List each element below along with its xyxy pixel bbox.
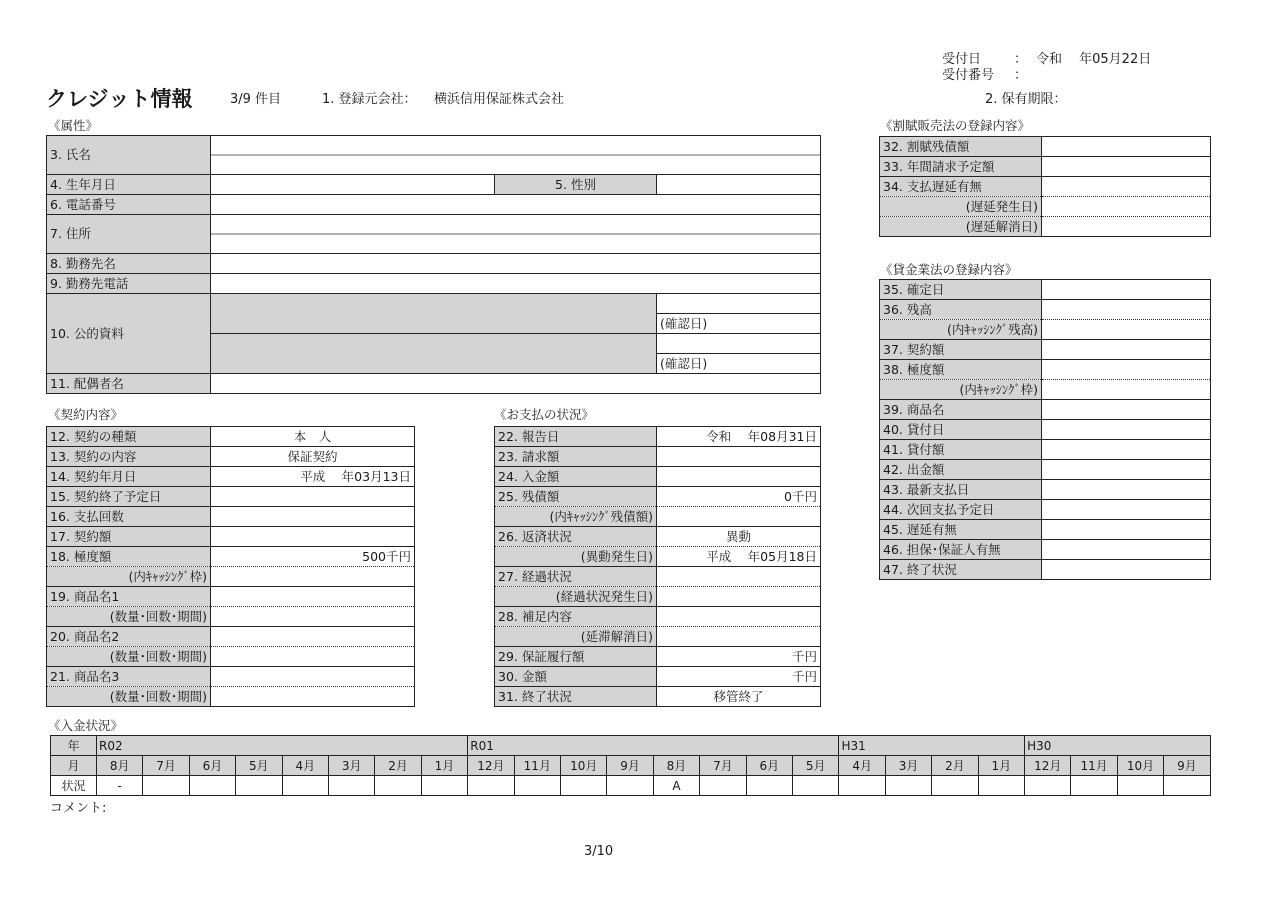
- row-value: [211, 667, 415, 687]
- form-row: [47, 527, 415, 547]
- attr-phone-value: [211, 195, 821, 215]
- row-label: 30. 金額: [495, 667, 657, 687]
- attr-public-record-2-value: [657, 334, 821, 354]
- row-label: 43. 最新支払日: [880, 480, 1042, 500]
- row-value: [211, 487, 415, 507]
- row-value: [1042, 320, 1211, 340]
- form-row: [47, 607, 415, 627]
- row-label: 18. 極度額: [47, 547, 211, 567]
- form-row: [47, 587, 415, 607]
- form-row: [880, 300, 1211, 320]
- attr-row-name: [47, 136, 821, 175]
- deposit-month-cell: 11月: [1071, 756, 1117, 776]
- attr-name-label: 3. 氏名: [47, 136, 211, 175]
- deposit-status-cell: -: [97, 776, 143, 796]
- attr-public-label: 10. 公的資料: [47, 294, 211, 374]
- row-value: [1042, 197, 1211, 217]
- form-row: [495, 547, 821, 567]
- deposit-status-row: [51, 776, 1211, 796]
- form-row: [880, 500, 1211, 520]
- deposit-year-cell: H30: [1025, 736, 1211, 756]
- row-value: 平成 年05月18日: [657, 547, 821, 567]
- footer-page-number: 3/10: [584, 844, 614, 859]
- deposit-month-label: 月: [51, 756, 97, 776]
- row-value: [211, 627, 415, 647]
- page-title: クレジット情報: [46, 87, 193, 111]
- row-label: 23. 請求額: [495, 447, 657, 467]
- row-value: 0千円: [657, 487, 821, 507]
- row-label: 38. 極度額: [880, 360, 1042, 380]
- deposit-month-cell: 7月: [700, 756, 746, 776]
- deposit-status-cell: [1071, 776, 1117, 796]
- row-value: [1042, 540, 1211, 560]
- deposit-status-cell: [328, 776, 374, 796]
- deposit-status-cell: [792, 776, 839, 796]
- form-row: [880, 280, 1211, 300]
- registrar-label: 1. 登録元会社：: [322, 92, 417, 107]
- payment-section-title: 《お支払の状況》: [494, 407, 595, 422]
- row-value: [211, 687, 415, 707]
- attr-spouse-value: [211, 374, 821, 394]
- row-value: [1042, 560, 1211, 580]
- row-label: 14. 契約年月日: [47, 467, 211, 487]
- deposit-month-cell: 8月: [653, 756, 699, 776]
- row-value: [211, 647, 415, 667]
- attr-public-record-2: [211, 334, 657, 374]
- row-label: 42. 出金額: [880, 460, 1042, 480]
- deposit-month-cell: 10月: [561, 756, 607, 776]
- row-label: 33. 年間請求予定額: [880, 157, 1042, 177]
- row-label: 24. 入金額: [495, 467, 657, 487]
- attr-row-employer-phone: [47, 274, 821, 294]
- moneylending-section-title: 《貸金業法の登録内容》: [880, 262, 1018, 277]
- attr-address-value: [211, 215, 821, 254]
- attr-birth-value: [211, 175, 495, 195]
- deposit-month-cell: 6月: [189, 756, 235, 776]
- row-value: [1042, 217, 1211, 237]
- row-value: [657, 447, 821, 467]
- row-value: [1042, 280, 1211, 300]
- row-label: (内ｷｬｯｼﾝｸﾞ残高): [880, 320, 1042, 340]
- row-label: 20. 商品名2: [47, 627, 211, 647]
- row-value: [1042, 177, 1211, 197]
- row-label: (異動発生日): [495, 547, 657, 567]
- form-row: [495, 507, 821, 527]
- attr-address-label: 7. 住所: [47, 215, 211, 254]
- form-row: [880, 540, 1211, 560]
- form-row: [495, 467, 821, 487]
- form-row: [47, 567, 415, 587]
- row-label: (遅延解消日): [880, 217, 1042, 237]
- attr-employer-phone-label: 9. 勤務先電話: [47, 274, 211, 294]
- attr-employer-phone-value: [211, 274, 821, 294]
- deposit-month-cell: 4月: [282, 756, 328, 776]
- form-row: [495, 427, 821, 447]
- retention-label: 2. 保有期限：: [985, 92, 1067, 107]
- row-value: [211, 587, 415, 607]
- form-row: [880, 420, 1211, 440]
- deposit-month-cell: 11月: [514, 756, 560, 776]
- row-value: [1042, 420, 1211, 440]
- row-label: 12. 契約の種類: [47, 427, 211, 447]
- form-row: [880, 197, 1211, 217]
- form-row: [495, 647, 821, 667]
- row-value: 令和 年08月31日: [657, 427, 821, 447]
- attr-row-public-1: [47, 294, 821, 314]
- deposit-year-cell: H31: [839, 736, 1025, 756]
- deposit-month-cell: 7月: [143, 756, 189, 776]
- attr-row-birth: [47, 175, 821, 195]
- row-value: 千円: [657, 647, 821, 667]
- attr-row-phone: [47, 195, 821, 215]
- row-value: [1042, 157, 1211, 177]
- form-row: [880, 217, 1211, 237]
- deposit-year-cell: R02: [97, 736, 468, 756]
- row-label: 22. 報告日: [495, 427, 657, 447]
- form-row: [880, 480, 1211, 500]
- deposit-status-cell: [885, 776, 931, 796]
- row-value: [211, 607, 415, 627]
- row-value: [1042, 300, 1211, 320]
- form-row: [47, 627, 415, 647]
- attr-employer-label: 8. 勤務先名: [47, 254, 211, 274]
- attr-phone-label: 6. 電話番号: [47, 195, 211, 215]
- form-row: [495, 687, 821, 707]
- form-row: [47, 427, 415, 447]
- deposit-status-cell: A: [653, 776, 699, 796]
- deposit-status-cell: [236, 776, 282, 796]
- row-value: [1042, 460, 1211, 480]
- row-value: [1042, 137, 1211, 157]
- comment-label: コメント:: [50, 801, 107, 816]
- attributes-table: [46, 135, 821, 394]
- form-row: [880, 157, 1211, 177]
- deposit-month-cell: 2月: [375, 756, 421, 776]
- row-label: (数量･回数･期間): [47, 647, 211, 667]
- row-value: [1042, 500, 1211, 520]
- form-row: [47, 507, 415, 527]
- row-value: [657, 507, 821, 527]
- deposit-status-cell: [839, 776, 885, 796]
- deposit-year-label: 年: [51, 736, 97, 756]
- row-label: 39. 商品名: [880, 400, 1042, 420]
- row-label: 47. 終了状況: [880, 560, 1042, 580]
- attr-birth-label: 4. 生年月日: [47, 175, 211, 195]
- page-count: 3/9 件目: [230, 92, 282, 107]
- form-row: [880, 520, 1211, 540]
- form-row: [47, 647, 415, 667]
- deposit-month-cell: 3月: [885, 756, 931, 776]
- row-label: 17. 契約額: [47, 527, 211, 547]
- received-date-value: 令和 年05月22日: [1036, 52, 1152, 67]
- row-label: 25. 残債額: [495, 487, 657, 507]
- form-row: [495, 567, 821, 587]
- deposit-month-cell: 5月: [792, 756, 839, 776]
- payment-status-table: [494, 426, 821, 707]
- attributes-section-title: 《属性》: [48, 118, 99, 133]
- attr-row-address: [47, 215, 821, 254]
- deposit-month-cell: 12月: [468, 756, 514, 776]
- deposit-status-cell: [932, 776, 978, 796]
- form-row: [880, 560, 1211, 580]
- deposit-status-cell: [700, 776, 746, 796]
- row-label: (内ｷｬｯｼﾝｸﾞ枠): [880, 380, 1042, 400]
- attr-gender-value: [657, 175, 821, 195]
- row-label: (経過状況発生日): [495, 587, 657, 607]
- deposit-month-cell: 2月: [932, 756, 978, 776]
- form-row: [47, 547, 415, 567]
- deposit-month-cell: 8月: [97, 756, 143, 776]
- deposit-status-cell: [143, 776, 189, 796]
- form-row: [495, 667, 821, 687]
- row-label: (延滞解消日): [495, 627, 657, 647]
- deposit-month-cell: 12月: [1025, 756, 1071, 776]
- row-label: (内ｷｬｯｼﾝｸﾞ枠): [47, 567, 211, 587]
- contract-table: [46, 426, 415, 707]
- row-label: (数量･回数･期間): [47, 607, 211, 627]
- deposit-month-cell: 5月: [236, 756, 282, 776]
- form-row: [880, 400, 1211, 420]
- deposit-month-cell: 3月: [328, 756, 374, 776]
- registrar-value: 横浜信用保証株式会社: [434, 92, 565, 107]
- deposit-status-cell: [1164, 776, 1210, 796]
- received-no-label: 受付番号: [942, 68, 995, 83]
- row-label: 19. 商品名1: [47, 587, 211, 607]
- deposit-status-cell: [561, 776, 607, 796]
- row-value: [1042, 360, 1211, 380]
- form-row: [880, 177, 1211, 197]
- deposit-table: [50, 735, 1211, 796]
- deposit-month-cell: 1月: [978, 756, 1024, 776]
- row-value: 本 人: [211, 427, 415, 447]
- row-label: 16. 支払回数: [47, 507, 211, 527]
- installment-table: [879, 136, 1211, 237]
- row-label: 41. 貸付額: [880, 440, 1042, 460]
- row-value: [657, 467, 821, 487]
- form-row: [495, 447, 821, 467]
- deposit-status-label: 状況: [51, 776, 97, 796]
- row-value: 保証契約: [211, 447, 415, 467]
- row-value: 移管終了: [657, 687, 821, 707]
- form-row: [495, 527, 821, 547]
- deposit-status-cell: [978, 776, 1024, 796]
- row-label: 28. 補足内容: [495, 607, 657, 627]
- form-row: [880, 320, 1211, 340]
- row-value: [1042, 480, 1211, 500]
- form-row: [880, 440, 1211, 460]
- attr-public-record-1-value: [657, 294, 821, 314]
- contract-section-title: 《契約内容》: [48, 407, 124, 422]
- row-value: [1042, 520, 1211, 540]
- form-row: [47, 467, 415, 487]
- row-label: 36. 残高: [880, 300, 1042, 320]
- deposit-status-cell: [189, 776, 235, 796]
- row-label: 32. 割賦残債額: [880, 137, 1042, 157]
- row-value: [211, 507, 415, 527]
- row-label: 46. 担保･保証人有無: [880, 540, 1042, 560]
- deposit-month-cell: 1月: [421, 756, 468, 776]
- form-row: [495, 587, 821, 607]
- row-label: 21. 商品名3: [47, 667, 211, 687]
- form-row: [495, 627, 821, 647]
- row-value: [1042, 400, 1211, 420]
- deposit-month-cell: 10月: [1117, 756, 1163, 776]
- row-label: 37. 契約額: [880, 340, 1042, 360]
- moneylending-table: [879, 279, 1211, 580]
- form-row: [47, 687, 415, 707]
- deposit-month-cell: 9月: [1164, 756, 1210, 776]
- deposit-status-cell: [1117, 776, 1163, 796]
- row-value: [657, 627, 821, 647]
- row-value: [657, 587, 821, 607]
- attr-spouse-label: 11. 配偶者名: [47, 374, 211, 394]
- row-value: [211, 567, 415, 587]
- attr-public-record-1: [211, 294, 657, 334]
- attr-gender-label: 5. 性別: [495, 175, 657, 195]
- form-row: [47, 667, 415, 687]
- deposit-status-cell: [421, 776, 468, 796]
- row-label: (数量･回数･期間): [47, 687, 211, 707]
- deposit-section-title: 《入金状況》: [48, 718, 124, 733]
- form-row: [880, 360, 1211, 380]
- row-value: [657, 567, 821, 587]
- deposit-year-cell: R01: [468, 736, 839, 756]
- row-value: [211, 527, 415, 547]
- row-value: 500千円: [211, 547, 415, 567]
- received-no-sep: ：: [1014, 68, 1028, 83]
- row-label: 34. 支払遅延有無: [880, 177, 1042, 197]
- row-label: 45. 遅延有無: [880, 520, 1042, 540]
- row-label: 35. 確定日: [880, 280, 1042, 300]
- form-row: [880, 137, 1211, 157]
- row-value: 異動: [657, 527, 821, 547]
- form-row: [47, 487, 415, 507]
- row-label: 15. 契約終了予定日: [47, 487, 211, 507]
- received-date-sep: ：: [1014, 52, 1028, 67]
- row-label: 44. 次回支払予定日: [880, 500, 1042, 520]
- attr-name-value: [211, 136, 821, 175]
- deposit-month-cell: 9月: [607, 756, 653, 776]
- form-row: [880, 340, 1211, 360]
- form-row: [880, 380, 1211, 400]
- attr-row-employer: [47, 254, 821, 274]
- row-value: [657, 607, 821, 627]
- row-label: 27. 経過状況: [495, 567, 657, 587]
- row-label: (遅延発生日): [880, 197, 1042, 217]
- installment-section-title: 《割賦販売法の登録内容》: [880, 118, 1031, 133]
- deposit-status-cell: [1025, 776, 1071, 796]
- row-label: 31. 終了状況: [495, 687, 657, 707]
- row-label: 26. 返済状況: [495, 527, 657, 547]
- row-value: [1042, 340, 1211, 360]
- deposit-status-cell: [282, 776, 328, 796]
- row-label: 29. 保証履行額: [495, 647, 657, 667]
- deposit-status-cell: [375, 776, 421, 796]
- deposit-month-cell: 6月: [746, 756, 792, 776]
- attr-row-spouse: [47, 374, 821, 394]
- deposit-status-cell: [514, 776, 560, 796]
- form-row: [47, 447, 415, 467]
- deposit-month-row: [51, 756, 1211, 776]
- row-value: 平成 年03月13日: [211, 467, 415, 487]
- deposit-month-cell: 4月: [839, 756, 885, 776]
- form-row: [495, 487, 821, 507]
- row-label: 13. 契約の内容: [47, 447, 211, 467]
- form-row: [880, 460, 1211, 480]
- row-label: (内ｷｬｯｼﾝｸﾞ残債額): [495, 507, 657, 527]
- row-label: 40. 貸付日: [880, 420, 1042, 440]
- attr-employer-value: [211, 254, 821, 274]
- form-row: [495, 607, 821, 627]
- row-value: [1042, 440, 1211, 460]
- deposit-year-row: [51, 736, 1211, 756]
- attr-confirm-2: (確認日): [657, 354, 821, 374]
- deposit-status-cell: [746, 776, 792, 796]
- attr-confirm-1: (確認日): [657, 314, 821, 334]
- deposit-status-cell: [468, 776, 514, 796]
- row-value: [1042, 380, 1211, 400]
- deposit-status-cell: [607, 776, 653, 796]
- row-value: 千円: [657, 667, 821, 687]
- received-date-label: 受付日: [942, 52, 982, 67]
